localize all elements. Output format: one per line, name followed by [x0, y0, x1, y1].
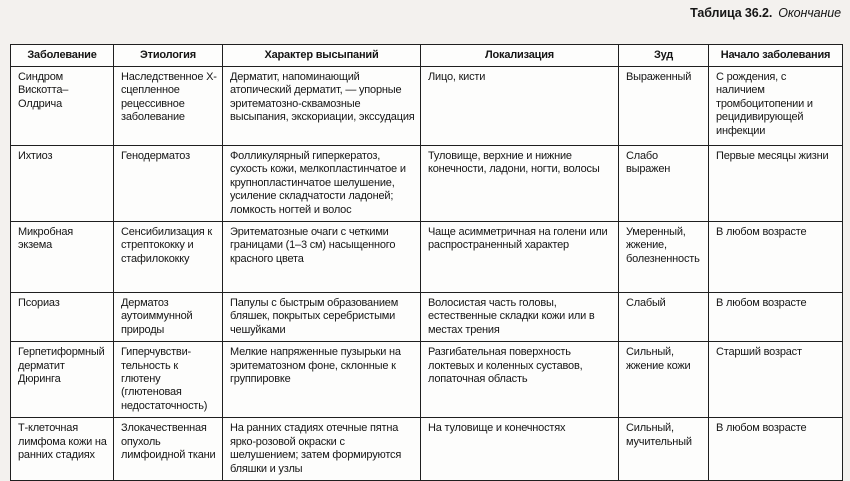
cell-onset: С рождения, с наличием тромбоцитопении и рецидивирующей инфекции	[709, 67, 843, 146]
cell-rash: Эритематозные очаги с четкими границами (1–3 см) насыщенного красного цвета	[223, 222, 421, 293]
table-row	[11, 67, 843, 146]
cell-disease: Ихтиоз	[11, 146, 114, 222]
cell-rash: На ранних стадиях отечные пятна ярко-розовой окраски с шелушением; затем формируются бляшки и узлы	[223, 418, 421, 481]
column-header-etiology: Этиология	[114, 45, 223, 67]
cell-localization: На туловище и конечностях	[421, 418, 619, 481]
column-header-rash: Характер высыпаний	[223, 45, 421, 67]
table-caption	[690, 6, 841, 20]
table-row	[11, 418, 843, 481]
cell-rash: Мелкие напряженные пузырьки на эритематозном фоне, склонные к группировке	[223, 342, 421, 418]
cell-localization: Разгибательная поверхность локтевых и коленных суставов, лопаточная область	[421, 342, 619, 418]
cell-rash: Фолликулярный гиперкератоз, сухость кожи, мелкопластинчатое и крупнопластинчатое шелушение, усиление складчатости ладоней; ломкость ногтей и волос	[223, 146, 421, 222]
cell-itch: Сильный, жжение кожи	[619, 342, 709, 418]
table-row	[11, 222, 843, 293]
column-header-itch: Зуд	[619, 45, 709, 67]
cell-onset: Первые месяцы жизни	[709, 146, 843, 222]
cell-rash: Дерматит, напоминающий атопический дерматит, — упорные эритематозно-сквамозные высыпания, экскориации, экссудация	[223, 67, 421, 146]
cell-localization: Туловище, верхние и нижние конечности, ладони, ногти, волосы	[421, 146, 619, 222]
column-header-disease: Заболевание	[11, 45, 114, 67]
cell-localization: Чаще асимметричная на голени или распространенный характер	[421, 222, 619, 293]
table-caption-number: Таблица 36.2.	[690, 6, 773, 20]
cell-disease: Т-клеточная лимфома кожи на ранних стадиях	[11, 418, 114, 481]
cell-etiology: Наследственное Х-сцепленное рецессивное заболевание	[114, 67, 223, 146]
cell-itch: Выраженный	[619, 67, 709, 146]
cell-onset: В любом возрасте	[709, 418, 843, 481]
cell-disease: Микробная экзема	[11, 222, 114, 293]
cell-disease: Псориаз	[11, 293, 114, 342]
cell-itch: Сильный, мучительный	[619, 418, 709, 481]
table-row	[11, 146, 843, 222]
cell-etiology: Сенсибилизация к стрептококку и стафилококку	[114, 222, 223, 293]
cell-localization: Лицо, кисти	[421, 67, 619, 146]
cell-itch: Слабо выражен	[619, 146, 709, 222]
disease-table	[10, 44, 843, 481]
cell-disease: Герпетиформный дерматит Дюринга	[11, 342, 114, 418]
cell-etiology: Злокачественная опухоль лимфоидной ткани	[114, 418, 223, 481]
header-row	[11, 45, 843, 67]
column-header-localization: Локализация	[421, 45, 619, 67]
cell-disease: Синдром Вискотта–Олдрича	[11, 67, 114, 146]
cell-onset: В любом возрасте	[709, 222, 843, 293]
table-row	[11, 342, 843, 418]
cell-etiology: Генодерматоз	[114, 146, 223, 222]
column-header-onset: Начало заболевания	[709, 45, 843, 67]
cell-onset: Старший возраст	[709, 342, 843, 418]
cell-rash: Папулы с быстрым образованием бляшек, покрытых серебристыми чешуйками	[223, 293, 421, 342]
cell-etiology: Дерматоз аутоиммунной природы	[114, 293, 223, 342]
table-row	[11, 293, 843, 342]
cell-itch: Умеренный, жжение, болезненность	[619, 222, 709, 293]
table-caption-suffix: Окончание	[778, 6, 841, 20]
cell-etiology: Гиперчувстви-тельность к глютену (глютеновая недостаточность)	[114, 342, 223, 418]
cell-itch: Слабый	[619, 293, 709, 342]
cell-localization: Волосистая часть головы, естественные складки кожи или в местах трения	[421, 293, 619, 342]
cell-onset: В любом возрасте	[709, 293, 843, 342]
